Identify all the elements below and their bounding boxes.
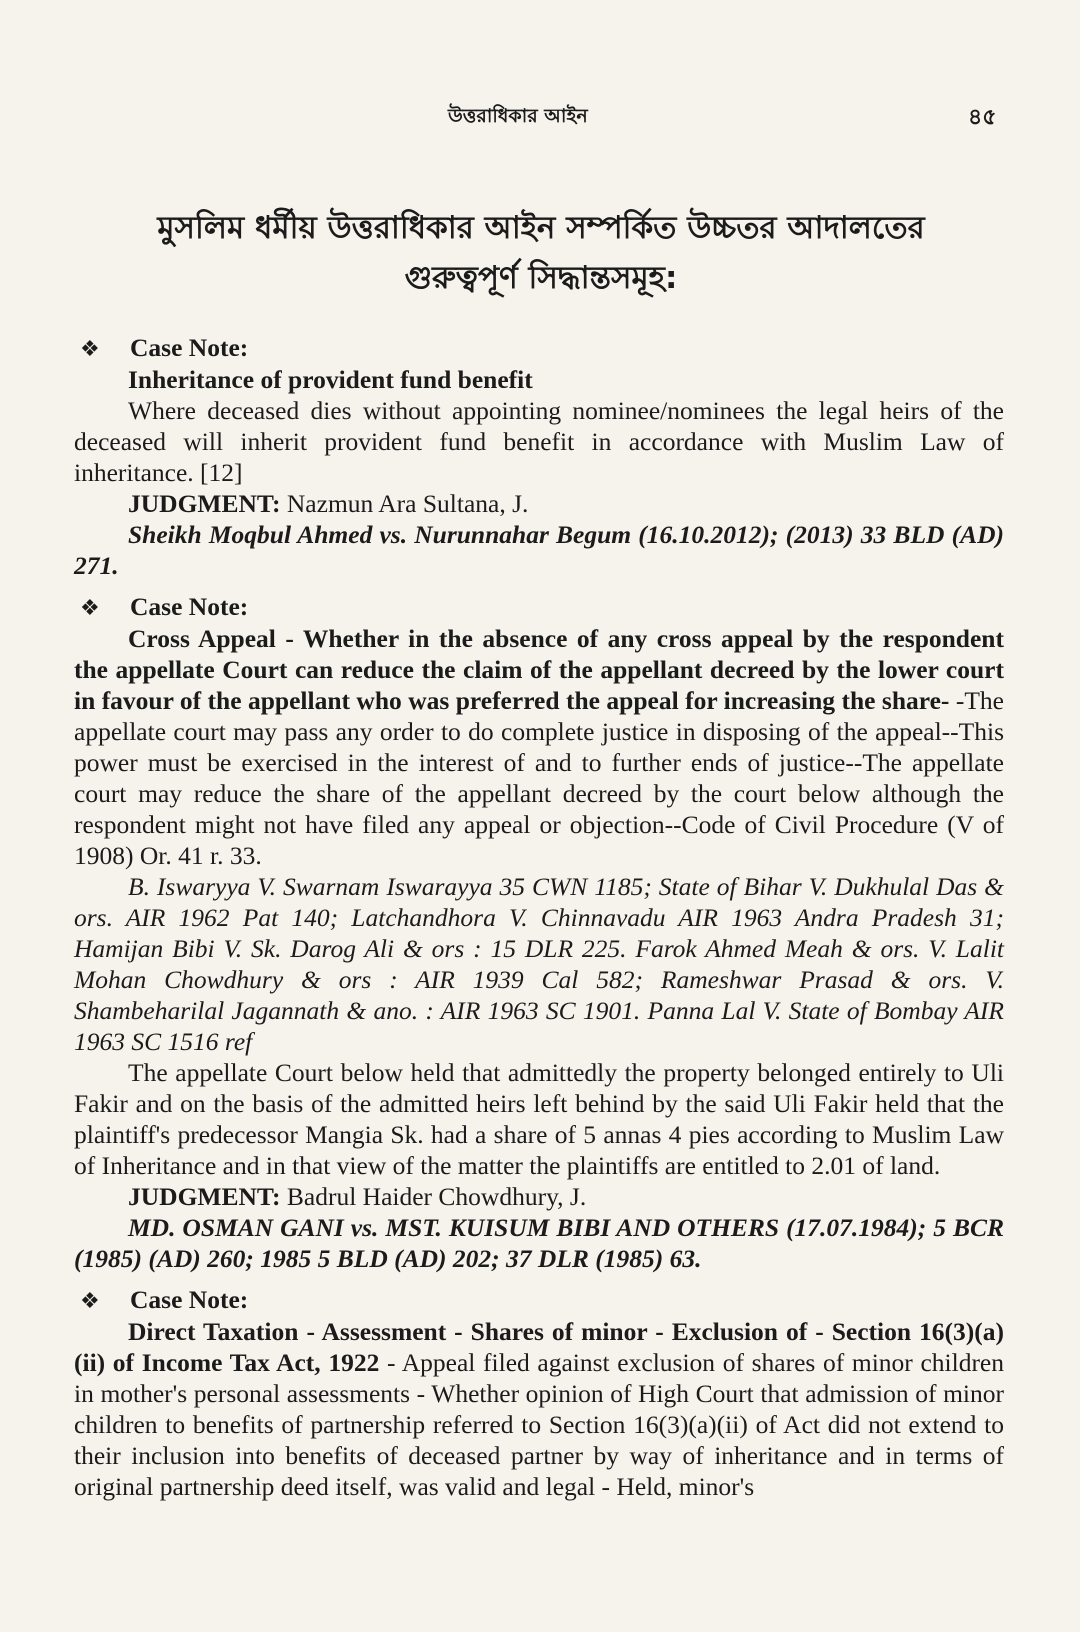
case-note-label: Case Note: [130, 1285, 249, 1314]
case-note-bold-intro: Direct Taxation - Assessment - Shares of minor - Exclusion of - Section 16(3)(a)(ii) of Income Tax Act, 1922 [74, 1317, 1004, 1377]
page-number: ৪৫ [968, 105, 997, 130]
judgment-line [74, 488, 1004, 519]
case-note-label: Case Note: [130, 333, 249, 362]
section-heading-line-2: গুরুত্বপূর্ণ সিদ্ধান্তসমূহ: [404, 260, 678, 296]
case-note-title: Inheritance of provident fund benefit [128, 365, 533, 394]
judgment-judge: Badrul Haider Chowdhury, J. [280, 1182, 587, 1211]
case-note-bold-intro: Cross Appeal - Whether in the absence of any cross appeal by the respondent the appellate Court can reduce the claim of the appellant decreed by the lower court in favour of the appellant who was preferred the appeal for increasing the share- [74, 624, 1004, 715]
section-heading [76, 205, 1006, 301]
judgment-label: JUDGMENT: [128, 1182, 281, 1211]
section-heading-line-1: মুসলিম ধর্মীয় উত্তরাধিকার আইন সম্পর্কিত উচ্চতর আদালতের [157, 210, 925, 246]
case-note-header [74, 591, 1004, 623]
running-title: উত্তরাধিকার আইন [448, 105, 588, 127]
case-citation: MD. OSMAN GANI vs. MST. KUISUM BIBI AND OTHERS (17.07.1984); 5 BCR (1985) (AD) 260; 1985 5 BLD (AD) 202; 37 DLR (1985) 63. [74, 1213, 1004, 1273]
case-note-body-text: -The appellate court may pass any order to do complete justice in disposing of the appeal--This power must be exercised in the interest of and to further ends of justice--The appellate court may reduce the share of the appellant decreed by the court below although the respondent might not have filed any appeal or objection--Code of Civil Procedure (V of 1908) Or. 41 r. 33. [74, 686, 1004, 870]
diamond-bullet-icon: ❖ [80, 336, 100, 361]
case-note-label: Case Note: [130, 592, 249, 621]
case-note-body: Where deceased dies without appointing nominee/nominees the legal heirs of the deceased will inherit provident fund benefit in accordance with Muslim Law of inheritance. [12] [74, 396, 1004, 487]
case-note-body-text: - Appeal filed against exclusion of shares of minor children in mother's personal assessments - Whether opinion of High Court that admission of minor children to benefits of partnership referred to Section 16(3)(a)(ii) of Act did not extend to their inclusion into benefits of deceased partner by way of inheritance and in terms of original partnership deed itself, was valid and legal - Held, minor's [74, 1348, 1004, 1501]
case-note-header [74, 1284, 1004, 1316]
case-note-body [74, 1316, 1004, 1502]
case-references: B. Iswaryya V. Swarnam Iswarayya 35 CWN 1185; State of Bihar V. Dukhulal Das & ors. AIR 1962 Pat 140; Latchandhora V. Chinnavadu AIR 1963 Andra Pradesh 31; Hamijan Bibi V. Sk. Darog Ali & ors : 15 DLR 225. Farok Ahmed Meah & ors. V. Lalit Mohan Chowdhury & ors : AIR 1939 Cal 582; Rameshwar Prasad & ors. V. Shambeharilal Jagannath & ano. : AIR 1963 SC 1901. Panna Lal V. State of Bombay AIR 1963 SC 1516 ref [74, 872, 1004, 1056]
case-note-body [74, 623, 1004, 871]
case-citation: Sheikh Moqbul Ahmed vs. Nurunnahar Begum (16.10.2012); (2013) 33 BLD (AD) 271. [74, 520, 1004, 580]
case-note-paragraph: The appellate Court below held that admittedly the property belonged entirely to Uli Fakir and on the basis of the admitted heirs left behind by the said Uli Fakir held that the plaintiff's predecessor Mangia Sk. had a share of 5 annas 4 pies according to Muslim Law of Inheritance and in that view of the matter the plaintiffs are entitled to 2.01 of land. [74, 1058, 1004, 1180]
judgment-label: JUDGMENT: [128, 489, 281, 518]
judgment-judge: Nazmun Ara Sultana, J. [280, 489, 529, 518]
diamond-bullet-icon: ❖ [80, 1288, 100, 1313]
judgment-line [74, 1181, 1004, 1212]
diamond-bullet-icon: ❖ [80, 595, 100, 620]
case-note-header [74, 332, 1004, 364]
running-header [0, 102, 1080, 142]
case-notes [74, 322, 1004, 1502]
